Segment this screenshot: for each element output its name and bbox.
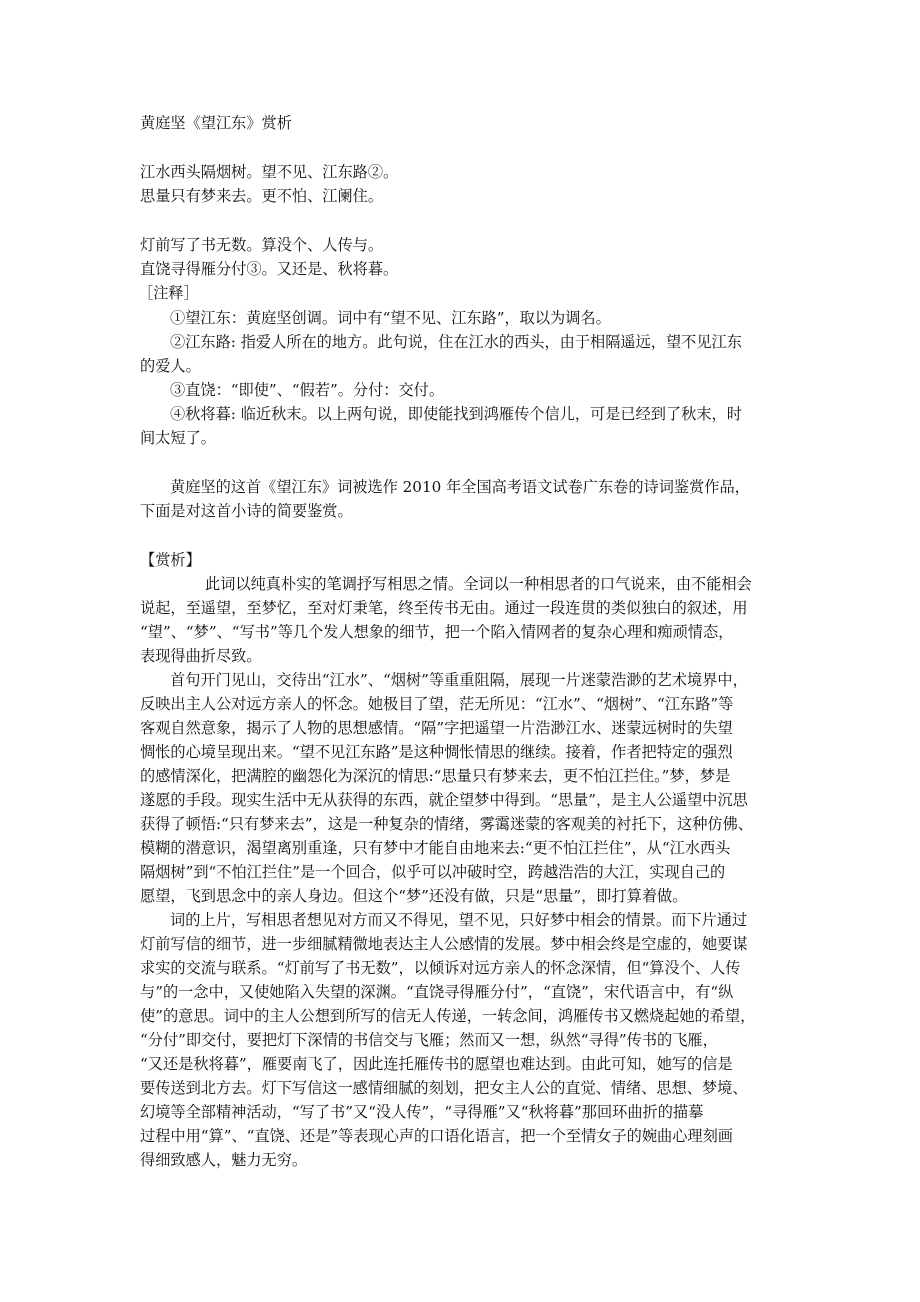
analysis-line: 遂愿的手段。现实生活中无从获得的东西，就企望梦中得到。“思量”，是主人公遥望中沉思 [140,791,748,809]
note-line: 的爱人。 [140,357,201,375]
notes-header: ［注释］ [138,284,199,302]
intro-line: 黄庭坚的这首《望江东》词被选作 2010 年全国高考语文试卷广东卷的诗词鉴赏作品， [170,478,750,496]
analysis-line: 愿望，飞到思念中的亲人身边。但这个“梦”还没有做，只是“思量”，即打算着做。 [140,887,688,905]
note-line: ②江东路: 指爱人所在的地方。此句说，住在江水的西头，由于相隔遥远，望不见江东 [170,333,742,351]
analysis-line: 要传送到北方去。灯下写信这一感情细腻的刻划，把女主人公的直觉、情绪、思想、梦境、 [140,1079,748,1097]
document-title: 黄庭坚《望江东》赏析 [140,114,292,132]
analysis-line: 灯前写信的细节，进一步细腻精微地表达主人公感情的发展。梦中相会终是空虚的，她要谋 [140,935,748,953]
analysis-line: 获得了顿悟:“只有梦来去”，这是一种复杂的情绪，雾霭迷蒙的客观美的衬托下，这种仿佛、 [140,815,753,833]
analysis-line: 首句开门见山，交待出“江水”、“烟树”等重重阻隔，展现一片迷蒙浩渺的艺术境界中， [170,671,748,689]
analysis-line: 表现得曲折尽致。 [140,647,262,665]
analysis-line: 与”的一念中，又使她陷入失望的深渊。“直饶寻得雁分付”，“直饶”，宋代语言中，有“纵 [140,983,734,1001]
poem-line: 思量只有梦来去。更不怕、江阑住。 [140,187,383,205]
analysis-line: 使”的意思。词中的主人公想到所写的信无人传递，一转念间，鸿雁传书又燃烧起她的希望， [140,1007,756,1025]
intro-line: 下面是对这首小诗的简要鉴赏。 [140,502,353,520]
analysis-line: 过程中用“算”、“直饶、还是”等表现心声的口语化语言，把一个至情女子的婉曲心理刻画 [140,1127,733,1145]
analysis-line: 说起，至遥望，至梦忆，至对灯秉笔，终至传书无由。通过一段连贯的类似独白的叙述，用 [140,599,748,617]
analysis-header: 【赏析】 [140,551,201,569]
analysis-line: 隔烟树”到“不怕江拦住”是一个回合，似乎可以冲破时空，跨越浩浩的大江，实现自己的 [140,863,726,881]
note-line: ①望江东：黄庭坚创调。词中有“望不见、江东路”，取以为调名。 [170,309,611,327]
analysis-line: 此词以纯真朴实的笔调抒写相思之情。全词以一种相思者的口气说来，由不能相会 [205,575,752,593]
analysis-line: 求实的交流与联系。“灯前写了书无数”，以倾诉对远方亲人的怀念深情，但“算没个、人传 [140,959,741,977]
analysis-line: 反映出主人公对远方亲人的怀念。她极目了望，茫无所见：“江水”、“烟树”、“江东路”等 [140,695,734,713]
analysis-line: “望”、“梦”、“写书”等几个发人想象的细节，把一个陷入情网者的复杂心理和痴顽情态， [140,623,734,641]
analysis-line: 模糊的潜意识，渴望离别重逢，只有梦中才能自由地来去:“更不怕江拦住”，从“江水西头 [140,839,731,857]
note-line: ④秋将暮: 临近秋末。以上两句说，即使能找到鸿雁传个信儿，可是已经到了秋末，时 [170,405,742,423]
poem-line: 灯前写了书无数。算没个、人传与。 [140,236,383,254]
analysis-line: “又还是秋将暮”，雁要南飞了，因此连托雁传书的愿望也难达到。由此可知，她写的信是 [140,1055,733,1073]
analysis-line: 得细致感人，魅力无穷。 [140,1151,308,1169]
note-line: ③直饶：“即使”、“假若”。分付：交付。 [170,381,445,399]
analysis-line: 客观自然意象，揭示了人物的思想感情。“隔”字把遥望一片浩渺江水、迷蒙远树时的失望 [140,719,733,737]
analysis-line: 的感情深化，把满腔的幽怨化为深沉的情思:“思量只有梦来去，更不怕江拦住。”梦，梦是 [140,767,731,785]
analysis-line: 惆怅的心境呈现出来。“望不见江东路”是这种惆怅情思的继续。接着，作者把特定的强烈 [140,743,733,761]
note-line: 间太短了。 [140,429,216,447]
analysis-line: “分付”即交付，要把灯下深情的书信交与飞雁；然而又一想，纵然“寻得”传书的飞雁， [140,1031,718,1049]
poem-line: 江水西头隔烟树。望不见、江东路②。 [140,163,399,181]
analysis-line: 幻境等全部精神活动，“写了书”又“没人传”，“寻得雁”又“秋将暮”那回环曲折的描摹 [140,1103,704,1121]
analysis-line: 词的上片，写相思者想见对方而又不得见，望不见，只好梦中相会的情景。而下片通过 [170,911,748,929]
poem-line: 直饶寻得雁分付③。又还是、秋将暮。 [140,260,399,278]
